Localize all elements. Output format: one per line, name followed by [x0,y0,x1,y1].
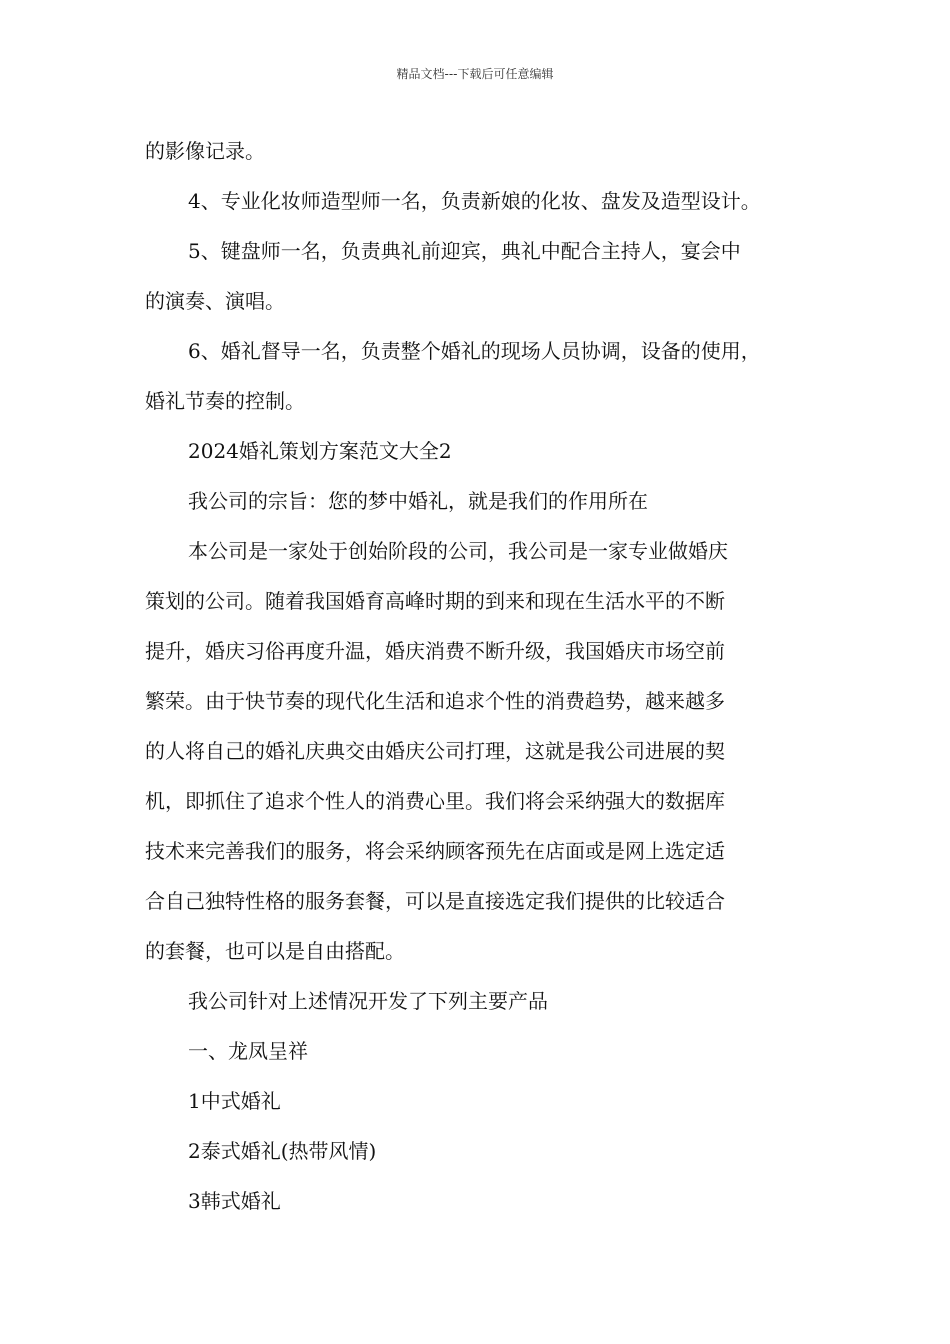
text-line: 技术来完善我们的服务，将会采纳顾客预先在店面或是网上选定适 [145,839,725,863]
text-line: 的套餐，也可以是自由搭配。 [145,939,405,963]
text-line: 的人将自己的婚礼庆典交由婚庆公司打理，这就是我公司进展的契 [145,739,725,763]
text-line: 提升，婚庆习俗再度升温，婚庆消费不断升级，我国婚庆市场空前 [145,639,725,663]
text-line: 的演奏、演唱。 [145,289,285,313]
list-item: 2泰式婚礼(热带风情) [188,1139,377,1163]
text-line: 繁荣。由于快节奏的现代化生活和追求个性的消费趋势，越来越多 [145,689,725,713]
text-line: 策划的公司。随着我国婚育高峰时期的到来和现在生活水平的不断 [145,589,725,613]
text-line: 婚礼节奏的控制。 [145,389,305,413]
text-line: 4、专业化妆师造型师一名，负责新娘的化妆、盘发及造型设计。 [188,189,761,213]
text-line: 5、键盘师一名，负责典礼前迎宾，典礼中配合主持人，宴会中 [188,239,741,263]
list-item: 3韩式婚礼 [188,1189,281,1213]
text-line: 6、婚礼督导一名，负责整个婚礼的现场人员协调，设备的使用， [188,339,761,363]
text-line: 我公司的宗旨：您的梦中婚礼，就是我们的作用所在 [188,489,648,513]
text-line: 的影像记录。 [145,139,265,163]
text-line: 合自己独特性格的服务套餐，可以是直接选定我们提供的比较适合 [145,889,725,913]
section-heading: 2024婚礼策划方案范文大全2 [188,439,452,463]
page-header: 精品文档---下载后可任意编辑 [396,67,554,81]
document-body [145,126,815,1226]
text-line: 机，即抓住了追求个性人的消费心里。我们将会采纳强大的数据库 [145,789,725,813]
list-heading: 一、龙凤呈祥 [188,1039,308,1063]
text-line: 我公司针对上述情况开发了下列主要产品 [188,989,548,1013]
text-line: 本公司是一家处于创始阶段的公司，我公司是一家专业做婚庆 [188,539,728,563]
list-item: 1中式婚礼 [188,1089,281,1113]
